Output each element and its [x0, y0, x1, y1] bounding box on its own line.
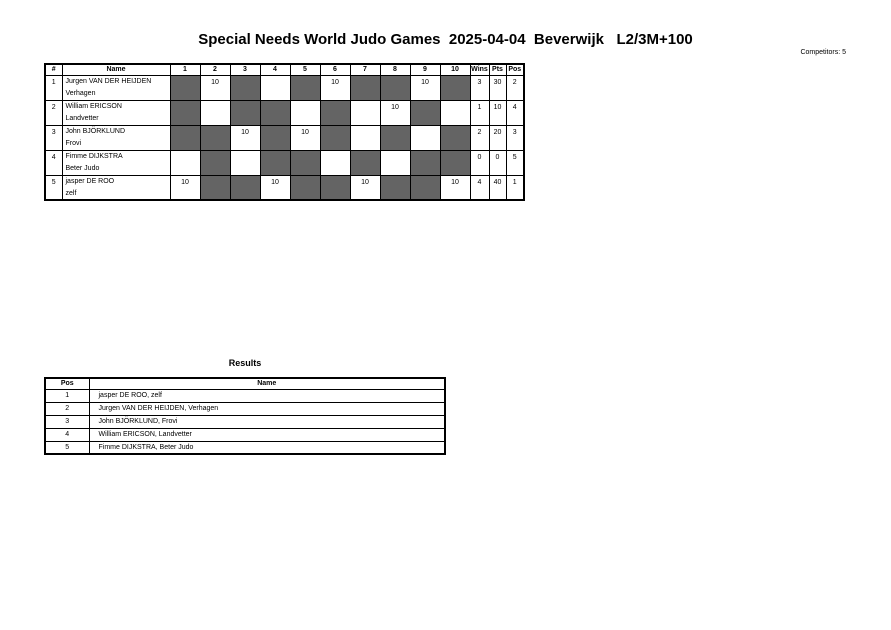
match-cell: 10: [380, 100, 410, 125]
pool-column-header: Pts: [489, 64, 506, 75]
pool-column-header: 2: [200, 64, 230, 75]
match-cell-blocked: [290, 175, 320, 200]
pool-header-row: [45, 64, 524, 75]
pool-column-header: 1: [170, 64, 200, 75]
match-cell: 10: [260, 175, 290, 200]
match-cell: [350, 100, 380, 125]
competitor-club: Landvetter: [62, 113, 170, 126]
match-cell: [200, 100, 230, 125]
match-cell-blocked: [440, 150, 470, 175]
match-cell: [410, 125, 440, 150]
pool-column-header: Wins: [470, 64, 489, 75]
competitor-wins: 0: [470, 150, 489, 175]
pool-column-header: 6: [320, 64, 350, 75]
match-cell-blocked: [260, 125, 290, 150]
results-row: [45, 415, 445, 428]
results-row: [45, 389, 445, 402]
match-cell-blocked: [350, 75, 380, 100]
match-cell-blocked: [350, 150, 380, 175]
competitor-club: Beter Judo: [62, 163, 170, 176]
competitor-club: Verhagen: [62, 88, 170, 101]
match-cell: 10: [350, 175, 380, 200]
pool-column-header: 7: [350, 64, 380, 75]
match-cell: [170, 150, 200, 175]
competitor-name: Jurgen VAN DER HEIJDEN: [62, 75, 170, 88]
match-cell-blocked: [230, 75, 260, 100]
pool-column-header: 4: [260, 64, 290, 75]
competitor-name: Fimme DIJKSTRA: [62, 150, 170, 163]
pool-column-header: #: [45, 64, 62, 75]
results-title: Results: [228, 358, 262, 368]
pool-column-header: 3: [230, 64, 260, 75]
match-cell-blocked: [230, 100, 260, 125]
result-position: 1: [45, 389, 89, 402]
match-cell-blocked: [170, 100, 200, 125]
competitor-name: John BJÖRKLUND: [62, 125, 170, 138]
result-name: Jurgen VAN DER HEIJDEN, Verhagen: [89, 402, 445, 415]
results-row: [45, 428, 445, 441]
pool-column-header: 9: [410, 64, 440, 75]
pool-column-header: 10: [440, 64, 470, 75]
match-cell: 10: [200, 75, 230, 100]
match-cell-blocked: [200, 150, 230, 175]
results-table: [44, 377, 446, 455]
match-cell-blocked: [170, 75, 200, 100]
results-row: [45, 402, 445, 415]
competitor-wins: 1: [470, 100, 489, 125]
match-cell-blocked: [290, 150, 320, 175]
pool-row: [45, 75, 524, 88]
pool-column-header: Pos: [506, 64, 524, 75]
match-cell-blocked: [410, 100, 440, 125]
results-body: [45, 389, 445, 454]
match-cell-blocked: [200, 125, 230, 150]
match-cell: [230, 150, 260, 175]
match-cell-blocked: [380, 175, 410, 200]
result-position: 4: [45, 428, 89, 441]
match-cell: 10: [290, 125, 320, 150]
pool-row: [45, 150, 524, 163]
match-cell-blocked: [230, 175, 260, 200]
competitor-pts: 20: [489, 125, 506, 150]
competitor-number: 4: [45, 150, 62, 175]
match-cell-blocked: [170, 125, 200, 150]
match-cell: 10: [440, 175, 470, 200]
results-header-row: [45, 378, 445, 389]
competitor-pos: 3: [506, 125, 524, 150]
result-name: John BJÖRKLUND, Frovi: [89, 415, 445, 428]
results-column-header: Name: [89, 378, 445, 389]
match-cell-blocked: [410, 150, 440, 175]
match-cell-blocked: [320, 175, 350, 200]
result-name: William ERICSON, Landvetter: [89, 428, 445, 441]
result-name: Fimme DIJKSTRA, Beter Judo: [89, 441, 445, 454]
pool-table: [44, 63, 525, 201]
match-cell-blocked: [440, 125, 470, 150]
match-cell: 10: [320, 75, 350, 100]
competitor-club: Frovi: [62, 138, 170, 151]
competitor-name: jasper DE ROO: [62, 175, 170, 188]
competitor-pos: 2: [506, 75, 524, 100]
match-cell-blocked: [380, 125, 410, 150]
match-cell: 10: [230, 125, 260, 150]
competitor-wins: 4: [470, 175, 489, 200]
competitor-number: 3: [45, 125, 62, 150]
result-position: 3: [45, 415, 89, 428]
pool-column-header: 5: [290, 64, 320, 75]
match-cell-blocked: [290, 75, 320, 100]
competitor-pts: 0: [489, 150, 506, 175]
match-cell: [320, 150, 350, 175]
pool-row: [45, 125, 524, 138]
pool-row: [45, 175, 524, 188]
pool-column-header: Name: [62, 64, 170, 75]
competitor-number: 1: [45, 75, 62, 100]
match-cell: 10: [170, 175, 200, 200]
match-cell-blocked: [320, 100, 350, 125]
competitor-pos: 1: [506, 175, 524, 200]
competitor-pos: 5: [506, 150, 524, 175]
competitor-pos: 4: [506, 100, 524, 125]
match-cell-blocked: [260, 100, 290, 125]
competitor-count: Competitors: 5: [800, 49, 846, 56]
result-name: jasper DE ROO, zelf: [89, 389, 445, 402]
match-cell: [380, 150, 410, 175]
competitor-number: 5: [45, 175, 62, 200]
match-cell-blocked: [410, 175, 440, 200]
results-row: [45, 441, 445, 454]
competitor-pts: 10: [489, 100, 506, 125]
competitor-wins: 3: [470, 75, 489, 100]
match-cell: [260, 75, 290, 100]
result-position: 5: [45, 441, 89, 454]
pool-column-header: 8: [380, 64, 410, 75]
competitor-name: William ERICSON: [62, 100, 170, 113]
match-cell: [290, 100, 320, 125]
pool-row: [45, 100, 524, 113]
competitor-wins: 2: [470, 125, 489, 150]
match-cell-blocked: [380, 75, 410, 100]
match-cell: 10: [410, 75, 440, 100]
result-position: 2: [45, 402, 89, 415]
competitor-number: 2: [45, 100, 62, 125]
page-title: Special Needs World Judo Games 2025-04-04 Beverwijk L2/3M+100: [198, 31, 693, 48]
match-cell-blocked: [440, 75, 470, 100]
competitor-club: zelf: [62, 188, 170, 201]
competitor-pts: 30: [489, 75, 506, 100]
match-cell-blocked: [260, 150, 290, 175]
pool-body: [45, 75, 524, 200]
results-column-header: Pos: [45, 378, 89, 389]
competitor-pts: 40: [489, 175, 506, 200]
match-cell-blocked: [200, 175, 230, 200]
match-cell: [440, 100, 470, 125]
match-cell: [350, 125, 380, 150]
match-cell-blocked: [320, 125, 350, 150]
